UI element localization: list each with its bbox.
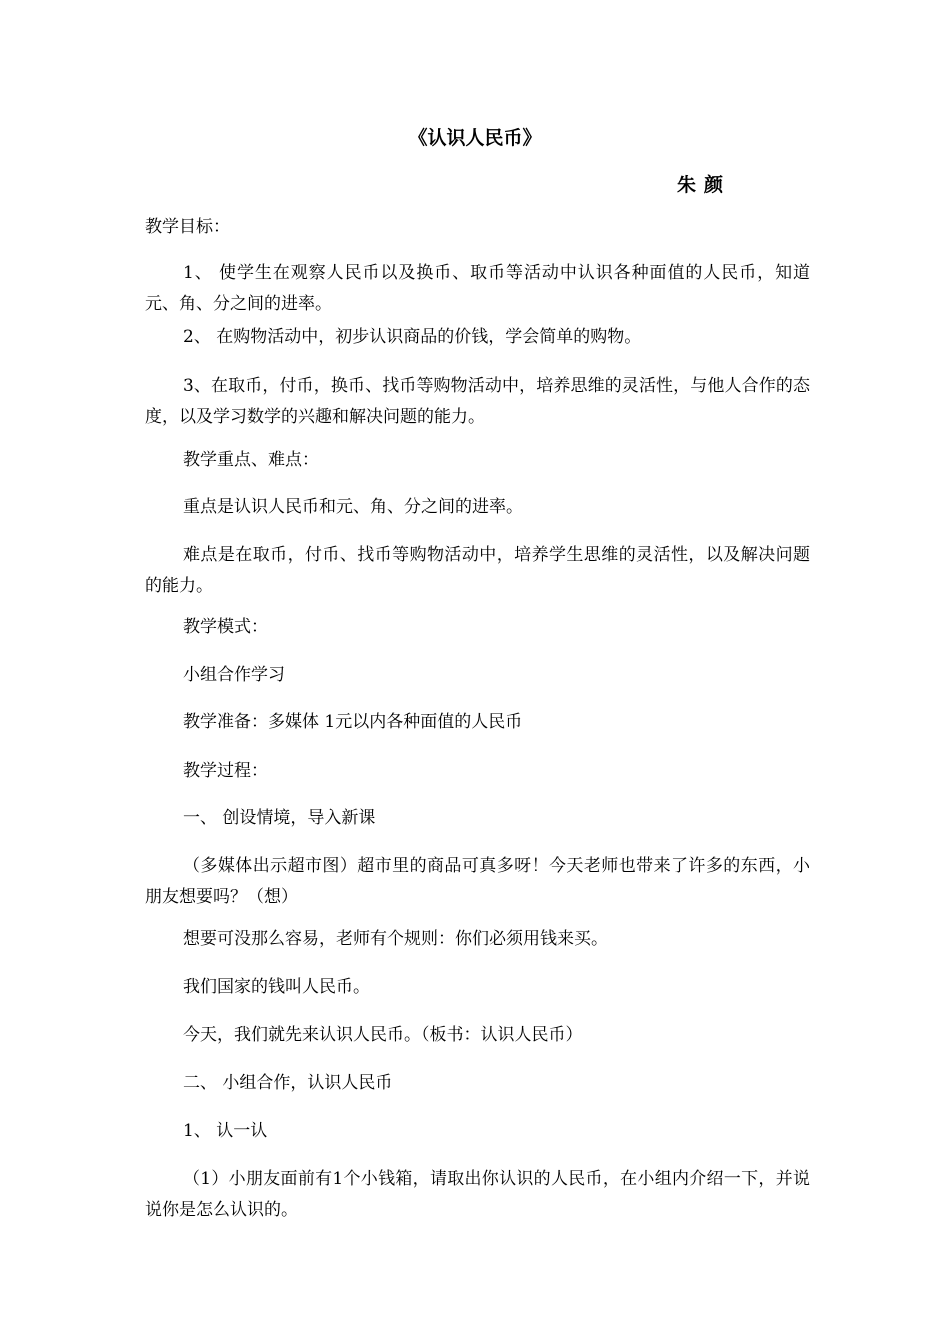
activity-paragraph: （1）小朋友面前有1个小钱箱，请取出你认识的人民币，在小组内介绍一下，并说说你是怎么认识的。 [145, 1169, 810, 1220]
intro-paragraph: （多媒体出示超市图）超市里的商品可真多呀！今天老师也带来了许多的东西，小朋友想要吗？（想） [145, 856, 810, 907]
today-paragraph: 今天，我们就先来认识人民币。（板书：认识人民币） [183, 1025, 583, 1045]
process-step-2-heading: 二、 小组合作，认识人民币 [183, 1073, 393, 1093]
teaching-mode-paragraph: 小组合作学习 [183, 665, 285, 685]
teaching-preparation-paragraph: 教学准备：多媒体 1元以内各种面值的人民币 [183, 712, 523, 732]
author-name: 朱颜 [677, 174, 732, 196]
rule-paragraph: 想要可没那么容易，老师有个规则：你们必须用钱来买。 [183, 929, 608, 949]
goal-item-2: 2、 在购物活动中，初步认识商品的价钱，学会简单的购物。 [183, 327, 642, 347]
section-heading-key-points: 教学重点、难点： [183, 450, 319, 470]
key-point-paragraph: 重点是认识人民币和元、角、分之间的进率。 [183, 497, 523, 517]
goal-item-3: 3、在取币，付币，换币、找币等购物活动中，培养思维的灵活性，与他人合作的态度，以及学习数学的兴趣和解决问题的能力。 [145, 376, 810, 427]
process-step-1-heading: 一、 创设情境，导入新课 [183, 808, 376, 828]
sub-step-1-heading: 1、 认一认 [183, 1121, 268, 1141]
document-title: 《认识人民币》 [408, 127, 542, 149]
difficult-point-paragraph: 难点是在取币，付币、找币等购物活动中，培养学生思维的灵活性，以及解决问题的能力。 [145, 545, 810, 596]
section-heading-teaching-goals: 教学目标： [145, 217, 230, 237]
currency-paragraph: 我们国家的钱叫人民币。 [183, 977, 370, 997]
section-heading-teaching-process: 教学过程： [183, 761, 268, 781]
goal-item-1: 1、 使学生在观察人民币以及换币、取币等活动中认识各种面值的人民币，知道元、角、分之间的进率。 [145, 263, 810, 314]
section-heading-teaching-mode: 教学模式： [183, 617, 268, 637]
